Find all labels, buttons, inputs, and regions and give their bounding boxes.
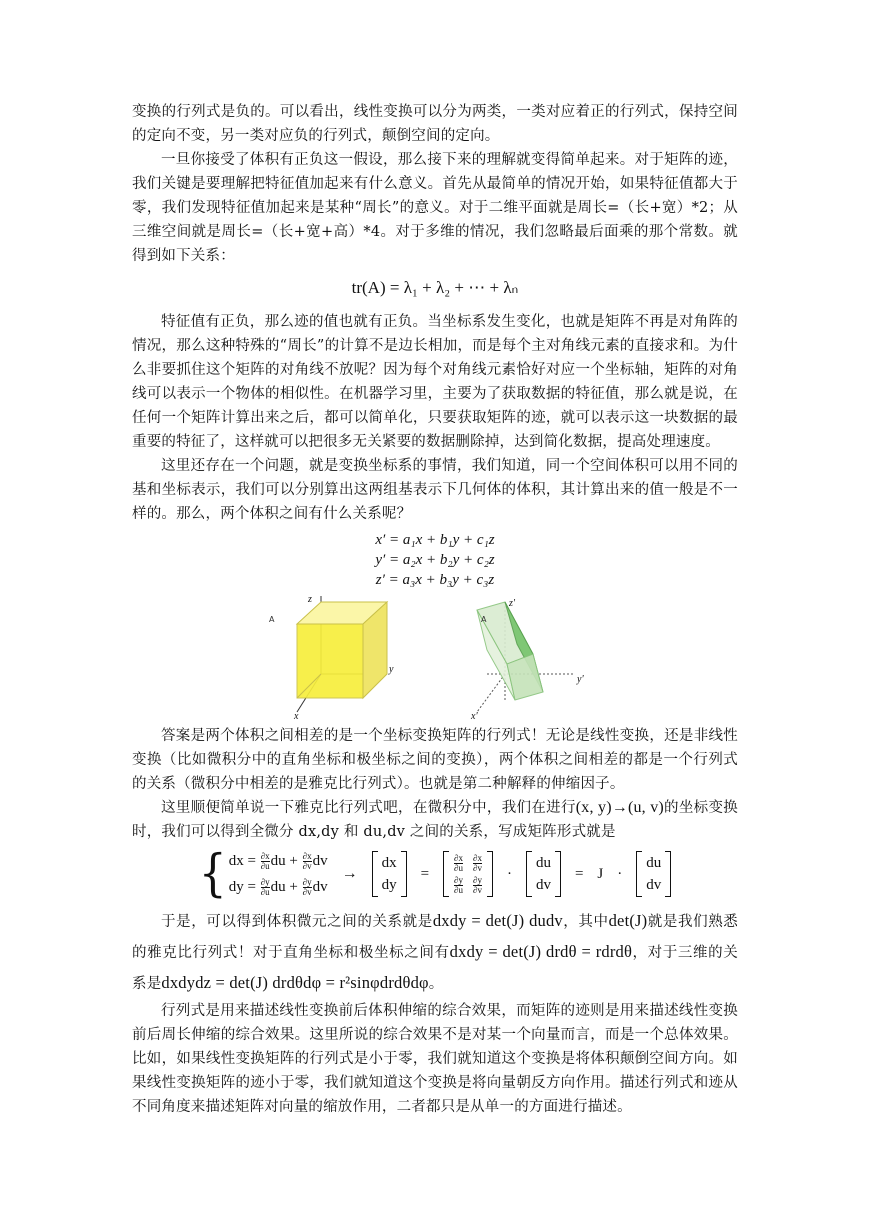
spherical-element-math: dxdydz = det(J) drdθdφ = r²sinφdrdθdφ bbox=[161, 973, 429, 992]
axis-x-label: x bbox=[294, 711, 299, 720]
axis-z-label: z bbox=[308, 594, 312, 605]
jacobian-matrix: $\frac{\partial x}{\partial u}$ $\frac{\partial x}{\partial v}$ $\frac{\partial y}{\partial u}$ $\frac{\partial y}{\partial v}$ bbox=[443, 851, 493, 897]
det-j-math: det(J) bbox=[608, 911, 648, 930]
paragraph-6 bbox=[132, 796, 738, 844]
polar-element-math: dxdy = det(J) drdθ = rdrdθ bbox=[449, 942, 633, 961]
vector-dxdy: dx dy bbox=[372, 851, 407, 897]
paragraph-2: 一旦你接受了体积有正负这一假设，那么接下来的理解就变得简单起来。对于矩阵的迹，我们关键是要理解把特征值加起来有什么意义。首先从最简单的情况开始，如果特征值都大于零，我们发现特征值加起来是某种“周长”的意义。对于二维平面就是周长=（长+宽）*2；从三维空间就是周长=（长+宽+高）*4。对于多维的情况，我们忽略最后面乘的那个常数。就得到如下关系： bbox=[132, 152, 738, 264]
axis-x-prime-label: x' bbox=[471, 711, 478, 720]
axis-y-prime-label: y' bbox=[577, 674, 584, 685]
volume-element-math: dxdy = det(J) dudv bbox=[432, 911, 563, 930]
paragraph-4: 这里还存在一个问题，就是变换坐标系的事情，我们知道，同一个空间体积可以用不同的基和坐标表示，我们可以分别算出这两组基表示下几何体的体积，其计算出来的值一般是不一样的。那么，两个体积之间有什么关系呢？ bbox=[132, 458, 738, 522]
equation-z: z′ = a₃x + b₃y + c₃z bbox=[375, 572, 495, 588]
equation-y: y′ = a₂x + b₂y + c₂z bbox=[375, 552, 495, 568]
axis-y-label: y bbox=[389, 664, 394, 675]
paragraph-6-text-b: 的坐标变换时，我们可以得到全微分 dx,dy 和 du,dv 之间的关系，写成矩阵形式就是 bbox=[132, 800, 738, 840]
jacobian-matrix-block bbox=[132, 846, 738, 902]
vector-dudv: du dv bbox=[526, 851, 561, 897]
dot-operator-2: · bbox=[617, 865, 623, 882]
paragraph-5: 答案是两个体积之间相差的是一个坐标变换矩阵的行列式！无论是线性变换，还是非线性变换（比如微积分中的直角坐标和极坐标之间的变换），两个体积之间相差的都是一个行列式的关系（微积分中相差的是雅克比行列式）。也就是第二种解释的伸缩因子。 bbox=[132, 728, 738, 792]
equation-x: x′ = a₁x + b₁y + c₁z bbox=[375, 532, 495, 548]
equals-sign-2: = bbox=[574, 865, 584, 882]
paragraph-1: 变换的行列式是负的。可以看出，线性变换可以分为两类，一类对应着正的行列式，保持空间的定向不变，另一类对应负的行列式，颠倒空间的定向。 bbox=[132, 104, 738, 144]
paragraph-6-text-a: 这里顺便简单说一下雅克比行列式吧，在微积分中，我们在进行 bbox=[161, 800, 576, 816]
implies-arrow: → bbox=[341, 865, 358, 882]
cube-label-a: A bbox=[269, 615, 275, 624]
equals-sign-1: = bbox=[420, 865, 430, 882]
cube-diagram bbox=[269, 594, 394, 720]
coordinate-map-math: (x, y)→(u, v) bbox=[575, 799, 664, 816]
transform-equations bbox=[132, 530, 738, 590]
dy-line: dy = $\frac{\partial y}{\partial u}$ du + $\frac{\partial y}{\partial v}$ dv bbox=[228, 877, 328, 898]
document-page bbox=[132, 100, 738, 1119]
paragraph-3: 特征值有正负，那么迹的值也就有正负。当坐标系发生变化，也就是矩阵不再是对角阵的情况，那么这种特殊的“周长”的计算不是边长相加，而是每个主对角线元素的直接求和。为什么非要抓住这个矩阵的对角线不放呢？因为每个对角线元素恰好对应一个坐标轴，矩阵的对角线可以表示一个物体的相似性。在机器学习里，主要为了获取数据的特征值，那么就是说，在任何一个矩阵计算出来之后，都可以简单化，只要获取矩阵的迹，就可以表示这一块数据的最重要的特征了，这样就可以把很多无关紧要的数据删除掉，达到简化数据，提高处理速度。 bbox=[132, 314, 738, 450]
trace-formula: tr(A) = λ₁ + λ₂ + ⋯ + λₙ bbox=[351, 278, 519, 297]
cube-front-face bbox=[297, 624, 363, 698]
volume-transform-figure bbox=[215, 592, 655, 720]
differential-system bbox=[198, 844, 328, 903]
para-label-a: A bbox=[481, 615, 487, 624]
dx-line: dx = $\frac{\partial x}{\partial u}$ du + $\frac{\partial x}{\partial v}$ dv bbox=[228, 851, 328, 872]
paragraph-7: 于是，可以得到体积微元之间的关系就是dxdy = det(J) dudv，其中det(J)就是我们熟悉的雅克比行列式！对于直角坐标和极坐标之间有dxdy = det(J) drdθ = rdrdθ，对于三维的关系是dxdydz = det(J) drdθdφ = r²sinφdrdθdφ。 bbox=[132, 911, 738, 992]
jacobian-j: J bbox=[597, 865, 604, 882]
axis-z-prime-label: z' bbox=[509, 598, 516, 609]
dot-operator: · bbox=[506, 865, 512, 882]
vector-dudv-2: du dv bbox=[636, 851, 671, 897]
parallelepiped-diagram bbox=[470, 598, 584, 720]
left-brace: { bbox=[198, 844, 227, 903]
paragraph-8: 行列式是用来描述线性变换前后体积伸缩的综合效果，而矩阵的迹则是用来描述线性变换前后周长伸缩的综合效果。这里所说的综合效果不是对某一个向量而言，而是一个总体效果。比如，如果线性变换矩阵的行列式是小于零，我们就知道这个变换是将体积颠倒空间方向。如果线性变换矩阵的迹小于零，我们就知道这个变换是将向量朝反方向作用。描述行列式和迹从不同角度来描述矩阵对向量的缩放作用，二者都只是从单一的方面进行描述。 bbox=[132, 1003, 738, 1115]
